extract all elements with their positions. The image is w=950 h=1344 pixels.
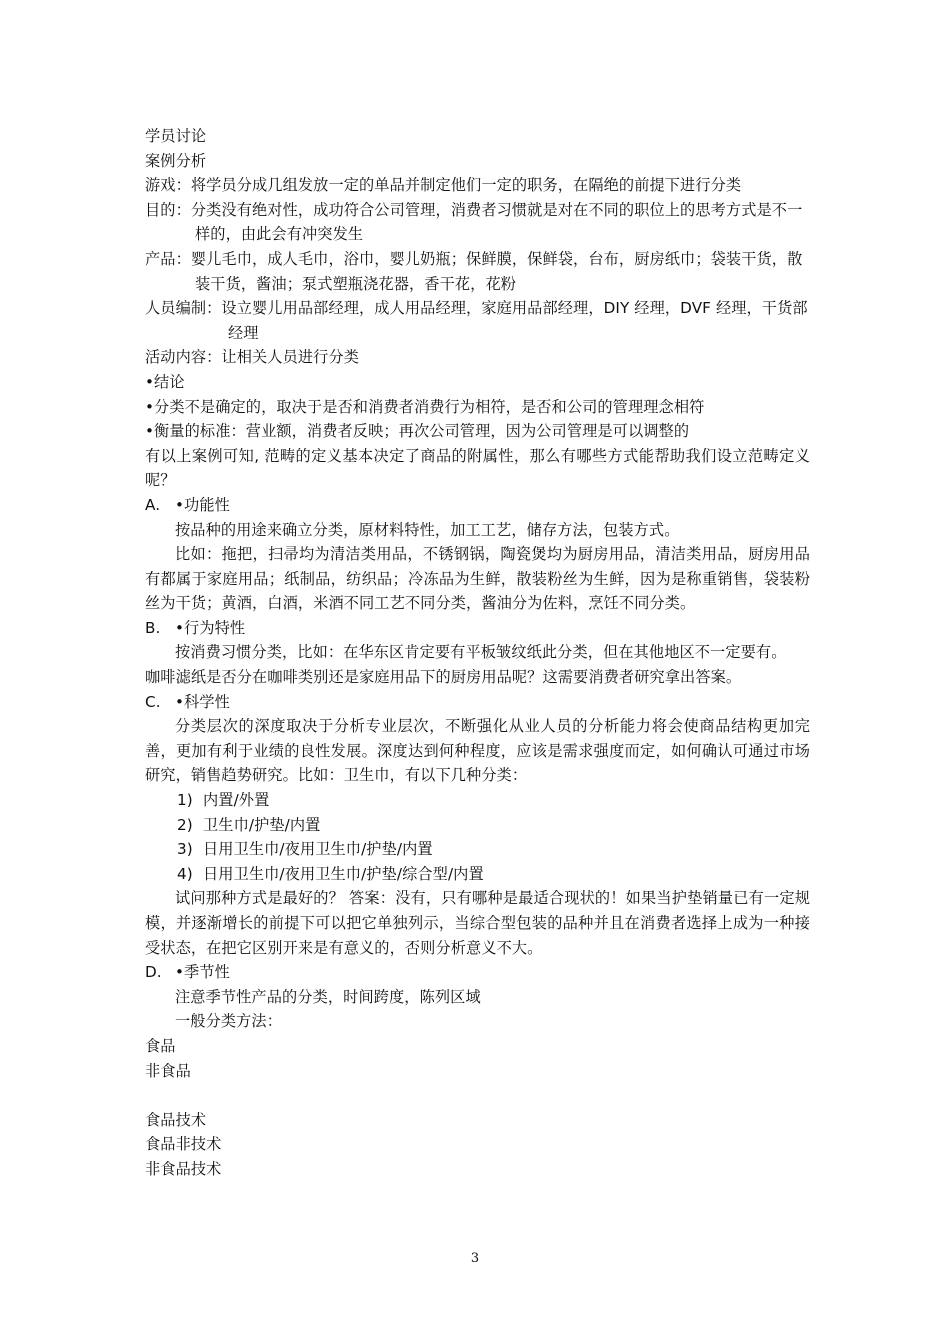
section-c-paragraph-2: 试问那种方式是最好的？ 答案：没有，只有哪种是最适合现状的！如果当护垫销量已有一定规模，并逐渐增长的前提下可以把它单独列示，当综合型包装的品种并且在消费者选择上成为一种接受状态，在把它区别开来是有意义的，否则分析意义不大。	[145, 889, 810, 957]
list-item-text: 内置/外置	[203, 791, 270, 810]
category-food-nontech: 食品非技术	[145, 1135, 222, 1154]
purpose-paragraph: 目的：分类没有绝对性，成功符合公司管理，消费者习惯就是对在不同的职位上的思考方式是不一样的，由此会有冲突发生	[145, 200, 803, 244]
category-food-tech: 食品技术	[145, 1110, 207, 1129]
game-line: 游戏：将学员分成几组发放一定的单品并制定他们一定的职务，在隔绝的前提下进行分类	[145, 176, 742, 195]
list-item	[145, 837, 810, 862]
list-item-number: 3)	[177, 840, 193, 859]
activity-line: 活动内容：让相关人员进行分类	[145, 348, 360, 367]
section-d-letter: D.	[145, 963, 162, 982]
section-d-paragraph-2: 一般分类方法：	[175, 1012, 283, 1031]
list-item-number: 1)	[177, 791, 193, 810]
section-d-heading	[145, 960, 810, 985]
section-b-paragraph-2: 咖啡滤纸是否分在咖啡类别还是家庭用品下的厨房用品呢？这需要消费者研究拿出答案。	[145, 668, 742, 687]
list-item-number: 4)	[177, 864, 193, 883]
section-b-heading	[145, 616, 810, 641]
staffing-paragraph: 人员编制：设立婴儿用品部经理，成人用品经理，家庭用品部经理，DIY 经理，DVF 经理，干货部经理	[145, 299, 808, 342]
section-a-heading	[145, 493, 810, 518]
section-b-paragraph-1: 按消费习惯分类，比如：在华东区肯定要有平板皱纹纸此分类，但在其他地区不一定要有。	[175, 643, 787, 662]
conclusion-title: •结论	[145, 372, 185, 391]
page-number: 3	[470, 1251, 480, 1266]
list-item-text: 卫生巾/护垫/内置	[203, 815, 321, 834]
intro-paragraph: 有以上案例可知, 范畴的定义基本决定了商品的附属性，那么有哪些方式能帮助我们设立范畴定义呢？	[145, 446, 810, 490]
list-item-text: 日用卫生巾/夜用卫生巾/护垫/内置	[203, 840, 433, 859]
blank-line	[145, 1083, 810, 1108]
section-b-title: •行为特性	[175, 618, 246, 637]
list-item	[145, 788, 810, 813]
heading-case-analysis: 案例分析	[145, 151, 207, 170]
conclusion-point-2: •衡量的标准：营业额，消费者反映；再次公司管理，因为公司管理是可以调整的	[145, 422, 690, 441]
section-a-letter: A.	[145, 495, 161, 514]
heading-discussion: 学员讨论	[145, 127, 207, 145]
section-d-title: •季节性	[175, 963, 230, 982]
section-d-paragraph-1: 注意季节性产品的分类，时间跨度，陈列区域	[175, 987, 481, 1006]
list-item	[145, 813, 810, 838]
category-food: 食品	[145, 1036, 176, 1055]
list-item	[145, 862, 810, 887]
category-nonfood: 非食品	[145, 1061, 191, 1080]
list-item-number: 2)	[177, 815, 193, 834]
section-b-letter: B.	[145, 618, 161, 637]
section-a-title: •功能性	[175, 495, 230, 514]
category-nonfood-tech: 非食品技术	[145, 1159, 222, 1178]
section-c-title: •科学性	[175, 692, 230, 711]
list-item-text: 日用卫生巾/夜用卫生巾/护垫/综合型/内置	[203, 864, 484, 883]
section-c-heading	[145, 690, 810, 715]
section-c-letter: C.	[145, 692, 161, 711]
section-a-paragraph-1: 按品种的用途来确立分类，原材料特性，加工工艺，储存方法，包装方式。	[175, 520, 680, 539]
document-body	[145, 124, 810, 1182]
conclusion-point-1: •分类不是确定的，取决于是否和消费者消费行为相符，是否和公司的管理理念相符	[145, 397, 705, 416]
section-a-paragraph-2: 比如：拖把，扫帚均为清洁类用品，不锈钢锅，陶瓷煲均为厨房用品，清洁类用品，厨房用品有都属于家庭用品；纸制品，纺织品；冷冻品为生鲜，散装粉丝为生鲜，因为是称重销售，袋装粉丝为干货；黄酒，白酒，米酒不同工艺不同分类，酱油分为佐料，烹饪不同分类。	[145, 545, 810, 613]
products-paragraph: 产品：婴儿毛巾，成人毛巾，浴巾，婴儿奶瓶；保鲜膜，保鲜袋，台布，厨房纸巾；袋装干货，散装干货，酱油；泵式塑瓶浇花器，香干花，花粉	[145, 249, 803, 293]
section-c-paragraph-1: 分类层次的深度取决于分析专业层次，不断强化从业人员的分析能力将会使商品结构更加完善，更加有利于业绩的良性发展。深度达到何种程度，应该是需求强度而定，如何确认可通过市场研究，销售趋势研究。比如：卫生巾，有以下几种分类：	[145, 717, 810, 785]
